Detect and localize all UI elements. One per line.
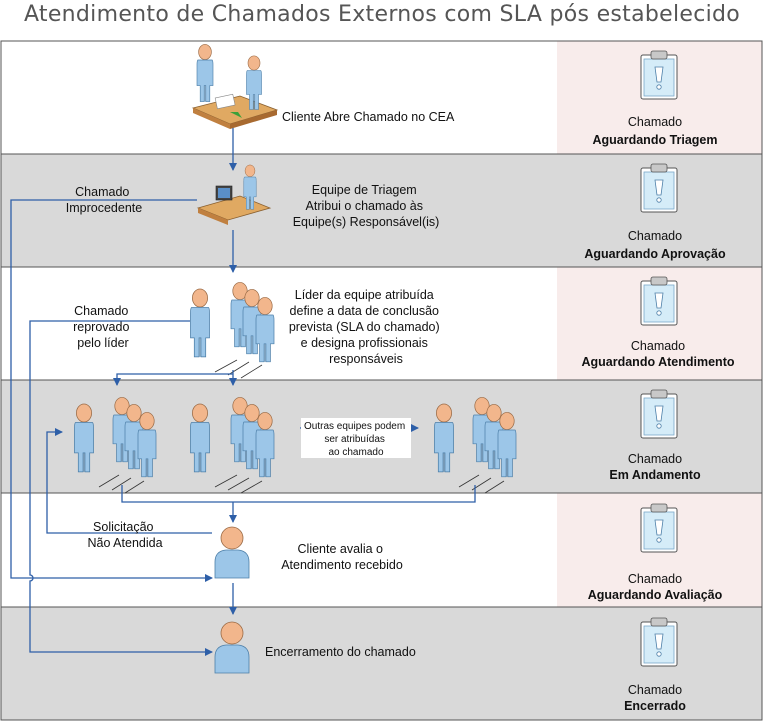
clipboard-icon xyxy=(641,390,677,438)
side-label-reprovado: Chamado reprovado pelo líder xyxy=(73,304,130,350)
step-1-text: Cliente Abre Chamado no CEA xyxy=(282,110,455,124)
status-5-top: Chamado xyxy=(627,572,683,586)
status-6-bottom: Encerrado xyxy=(624,699,686,713)
status-4-bottom: Em Andamento xyxy=(609,468,701,482)
status-1-top: Chamado xyxy=(627,115,683,129)
status-5-bottom: Aguardando Avaliação xyxy=(587,588,723,602)
status-3-top: Chamado xyxy=(630,339,686,353)
status-6-top: Chamado xyxy=(627,683,683,697)
diagram-title: Atendimento de Chamados Externos com SLA pós estabelecido xyxy=(23,2,741,27)
step-3-text: Líder da equipe atribuída define a data de conclusão prevista (SLA do chamado) e designa profissionais responsáveis xyxy=(288,288,440,366)
clipboard-icon xyxy=(641,51,677,99)
clipboard-icon xyxy=(641,618,677,666)
step-2-text: Equipe de Triagem Atribui o chamado às Equipe(s) Responsável(is) xyxy=(292,183,440,229)
status-2-bottom: Aguardando Aprovação xyxy=(584,247,726,261)
clipboard-icon xyxy=(641,277,677,325)
clipboard-icon xyxy=(641,504,677,552)
status-4-top: Chamado xyxy=(627,452,683,466)
note-text: Outras equipes podem ser atribuídas ao chamado xyxy=(304,421,406,458)
step-5-text: Cliente avalia o Atendimento recebido xyxy=(281,542,403,572)
clipboard-icon xyxy=(641,164,677,212)
status-2-top: Chamado xyxy=(627,229,683,243)
side-label-nao-atendida: Solicitação Não Atendida xyxy=(87,520,163,550)
lane-1 xyxy=(1,41,557,154)
status-3-bottom: Aguardando Atendimento xyxy=(581,355,735,369)
lane-6 xyxy=(1,607,557,720)
side-label-improcedente: Chamado Improcedente xyxy=(65,185,143,215)
status-1-bottom: Aguardando Triagem xyxy=(592,133,718,147)
step-6-text: Encerramento do chamado xyxy=(265,645,416,659)
lane-5 xyxy=(1,493,557,607)
